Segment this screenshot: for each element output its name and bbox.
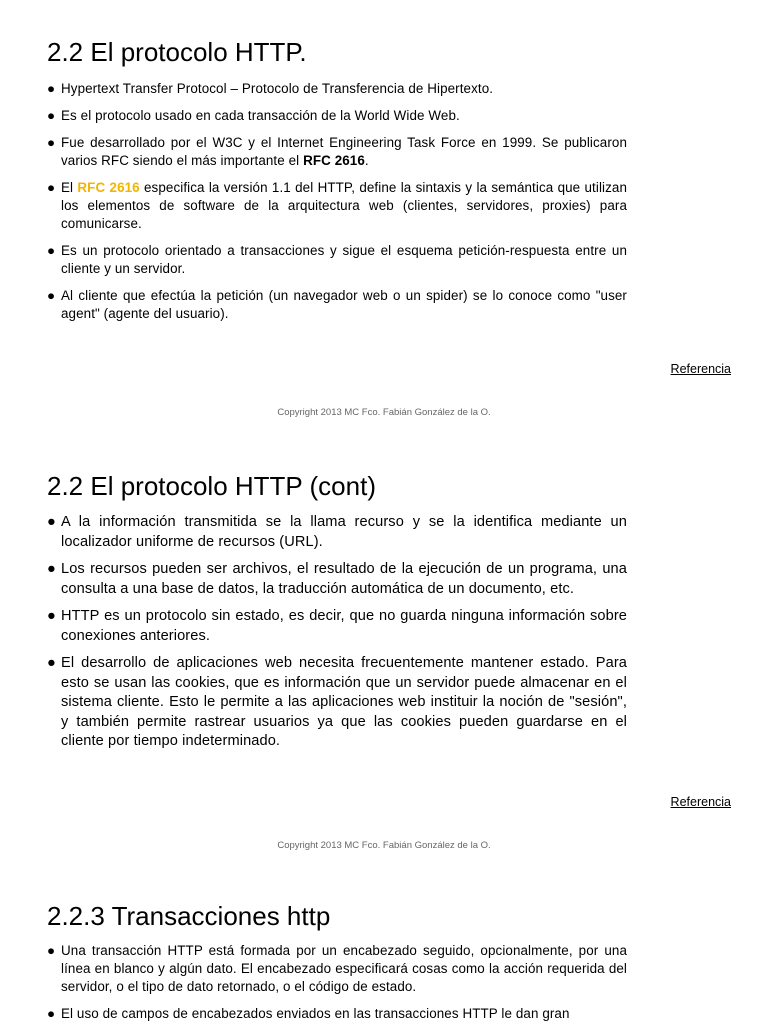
list-item: ● A la información transmitida se la llama recurso y se la identifica mediante un localizador uniforme de recursos (URL). <box>47 514 627 550</box>
bullet-icon: ● <box>47 1006 56 1021</box>
bullet-icon: ● <box>47 243 56 258</box>
bullet-icon: ● <box>47 180 56 195</box>
bullet-icon: ● <box>47 81 56 96</box>
list-item: ● Es el protocolo usado en cada transacción de la World Wide Web. <box>47 108 460 123</box>
list-item: ● El RFC 2616 especifica la versión 1.1 del HTTP, define la sintaxis y la semántica que utilizan los elementos de software de la arquitectura web (clientes, servidores, proxies) para comunicarse. <box>47 180 627 231</box>
bullet-icon: ● <box>47 943 56 958</box>
list-item: ● Fue desarrollado por el W3C y el Internet Engineering Task Force en 1999. Se publicaron varios RFC siendo el más importante el RFC 2616. <box>47 135 627 168</box>
bullet-icon: ● <box>47 561 56 577</box>
bullet-icon: ● <box>47 288 56 303</box>
list-item: ● Una transacción HTTP está formada por un encabezado seguido, opcionalmente, por una línea en blanco y algún dato. El encabezado especificará cosas como la acción requerida del servidor, o el tipo de dato retornado, o el código de estado. <box>47 943 627 994</box>
copyright: Copyright 2013 MC Fco. Fabián González de la O. <box>277 840 491 851</box>
bullet-list <box>47 942 627 1032</box>
bullet-icon: ● <box>47 514 56 530</box>
list-item: ● El uso de campos de encabezados enviados en las transacciones HTTP le dan gran <box>47 1006 570 1021</box>
list-item: ● HTTP es un protocolo sin estado, es decir, que no guarda ninguna información sobre conexiones anteriores. <box>47 608 627 644</box>
rfc-bold: RFC 2616 <box>303 153 365 168</box>
bullet-icon: ● <box>47 135 56 150</box>
reference-link[interactable]: Referencia <box>670 362 731 376</box>
bullet-icon: ● <box>47 108 56 123</box>
bullet-icon: ● <box>47 655 56 671</box>
slide-title: 2.2 El protocolo HTTP. <box>47 37 307 67</box>
copyright: Copyright 2013 MC Fco. Fabián González de la O. <box>277 407 491 418</box>
list-item: ● Los recursos pueden ser archivos, el resultado de la ejecución de un programa, una consulta a una base de datos, la traducción automática de un documento, etc. <box>47 561 627 597</box>
list-item: ● El desarrollo de aplicaciones web necesita frecuentemente mantener estado. Para esto se usan las cookies, que es información que un servidor puede almacenar en el sistema cliente. Esto le permite a las aplicaciones web instituir la noción de "sesión", y también permite rastrear usuarios ya que las cookies pueden guardarse en el cliente por tiempo indeterminado. <box>47 655 627 749</box>
bullet-icon: ● <box>47 608 56 624</box>
list-item: ● Al cliente que efectúa la petición (un navegador web o un spider) se lo conoce como "user agent" (agente del usuario). <box>47 288 627 321</box>
slide-title: 2.2 El protocolo HTTP (cont) <box>47 471 376 501</box>
bullet-list <box>47 513 627 760</box>
slide-title: 2.2.3 Transacciones http <box>47 901 331 931</box>
reference-link[interactable]: Referencia <box>670 795 731 809</box>
bullet-list <box>47 80 627 332</box>
list-item: ● Hypertext Transfer Protocol – Protocolo de Transferencia de Hipertexto. <box>47 81 494 96</box>
rfc-link[interactable]: RFC 2616 <box>77 180 140 195</box>
list-item: ● Es un protocolo orientado a transacciones y sigue el esquema petición-respuesta entre un cliente y un servidor. <box>47 243 627 276</box>
